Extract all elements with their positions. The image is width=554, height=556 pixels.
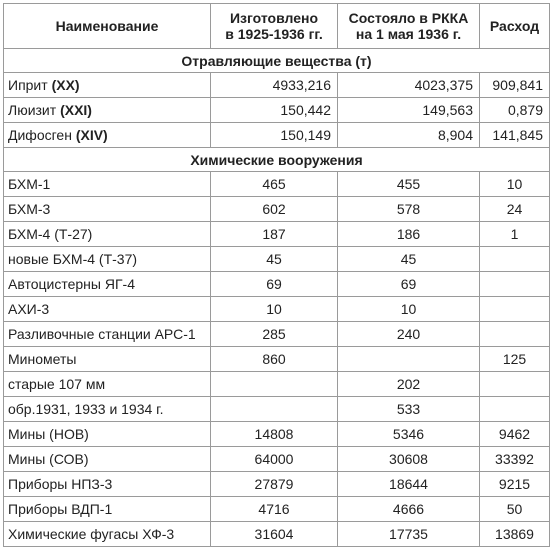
row-name: старые 107 мм [4,372,211,397]
cell-produced: 187 [211,222,338,247]
table-row [4,322,550,347]
cell-stock: 5346 [338,422,480,447]
cell-produced: 860 [211,347,338,372]
cell-stock: 18644 [338,472,480,497]
table-row [4,472,550,497]
row-name: Разливочные станции АРС-1 [4,322,211,347]
cell-stock: 202 [338,372,480,397]
cell-stock: 4023,375 [338,73,480,98]
cell-stock: 533 [338,397,480,422]
cell-spent [480,297,550,322]
cell-spent: 33392 [480,447,550,472]
cell-produced: 150,442 [211,98,338,123]
inventory-table [3,3,550,547]
cell-produced: 285 [211,322,338,347]
header-name: Наименование [4,4,211,49]
agent-name: Иприт [8,77,52,93]
header-row [4,4,550,49]
cell-produced: 31604 [211,522,338,547]
row-name: Мины (СОВ) [4,447,211,472]
table-row [4,372,550,397]
row-name: Приборы НПЗ-3 [4,472,211,497]
header-produced: Изготовлено в 1925-1936 гг. [211,4,338,49]
header-stock: Состояло в РККА на 1 мая 1936 г. [338,4,480,49]
cell-stock: 455 [338,172,480,197]
cell-spent: 24 [480,197,550,222]
cell-stock: 240 [338,322,480,347]
section-title: Химические вооружения [4,148,550,172]
cell-stock: 149,563 [338,98,480,123]
table-row [4,222,550,247]
cell-stock: 69 [338,272,480,297]
cell-spent: 125 [480,347,550,372]
cell-produced: 465 [211,172,338,197]
cell-spent: 0,879 [480,98,550,123]
table-row [4,522,550,547]
table-row [4,73,550,98]
table-row [4,497,550,522]
cell-stock: 186 [338,222,480,247]
cell-produced: 150,149 [211,123,338,148]
table-row [4,247,550,272]
cell-spent [480,247,550,272]
cell-stock: 17735 [338,522,480,547]
cell-stock: 10 [338,297,480,322]
cell-spent: 909,841 [480,73,550,98]
row-name: Мины (НОВ) [4,422,211,447]
cell-spent [480,272,550,297]
row-name: Минометы [4,347,211,372]
row-name [4,98,211,123]
section-agents [4,49,550,73]
table-row [4,172,550,197]
cell-produced: 602 [211,197,338,222]
row-name [4,123,211,148]
table-row [4,347,550,372]
section-weapons [4,148,550,172]
cell-produced [211,372,338,397]
cell-produced: 10 [211,297,338,322]
table-row [4,397,550,422]
cell-spent: 50 [480,497,550,522]
table-row [4,123,550,148]
cell-produced: 64000 [211,447,338,472]
row-name: АХИ-3 [4,297,211,322]
cell-spent: 1 [480,222,550,247]
agent-name: Люизит [8,102,61,118]
table-row [4,98,550,123]
agent-code: (XIV) [75,127,108,143]
cell-spent [480,397,550,422]
section-title: Отравляющие вещества (т) [4,49,550,73]
cell-produced: 45 [211,247,338,272]
cell-produced: 69 [211,272,338,297]
cell-spent: 13869 [480,522,550,547]
cell-stock: 45 [338,247,480,272]
cell-stock: 8,904 [338,123,480,148]
header-spent: Расход [480,4,550,49]
row-name: Приборы ВДП-1 [4,497,211,522]
table-row [4,272,550,297]
cell-produced: 27879 [211,472,338,497]
row-name: БХМ-3 [4,197,211,222]
agent-code: (XX) [51,77,80,93]
row-name: обр.1931, 1933 и 1934 г. [4,397,211,422]
cell-produced: 14808 [211,422,338,447]
cell-spent: 9215 [480,472,550,497]
cell-stock: 578 [338,197,480,222]
cell-spent: 9462 [480,422,550,447]
row-name: Химические фугасы ХФ-3 [4,522,211,547]
cell-spent: 141,845 [480,123,550,148]
row-name: БХМ-4 (Т-27) [4,222,211,247]
agent-name: Дифосген [8,127,76,143]
agent-code: (XXI) [60,102,92,118]
cell-stock [338,347,480,372]
row-name: новые БХМ-4 (Т-37) [4,247,211,272]
row-name: Автоцистерны ЯГ-4 [4,272,211,297]
cell-stock: 4666 [338,497,480,522]
cell-stock: 30608 [338,447,480,472]
cell-produced [211,397,338,422]
row-name [4,73,211,98]
cell-spent: 10 [480,172,550,197]
cell-produced: 4933,216 [211,73,338,98]
table-row [4,297,550,322]
cell-spent [480,322,550,347]
table-row [4,197,550,222]
cell-produced: 4716 [211,497,338,522]
row-name: БХМ-1 [4,172,211,197]
cell-spent [480,372,550,397]
table-row [4,422,550,447]
table-row [4,447,550,472]
